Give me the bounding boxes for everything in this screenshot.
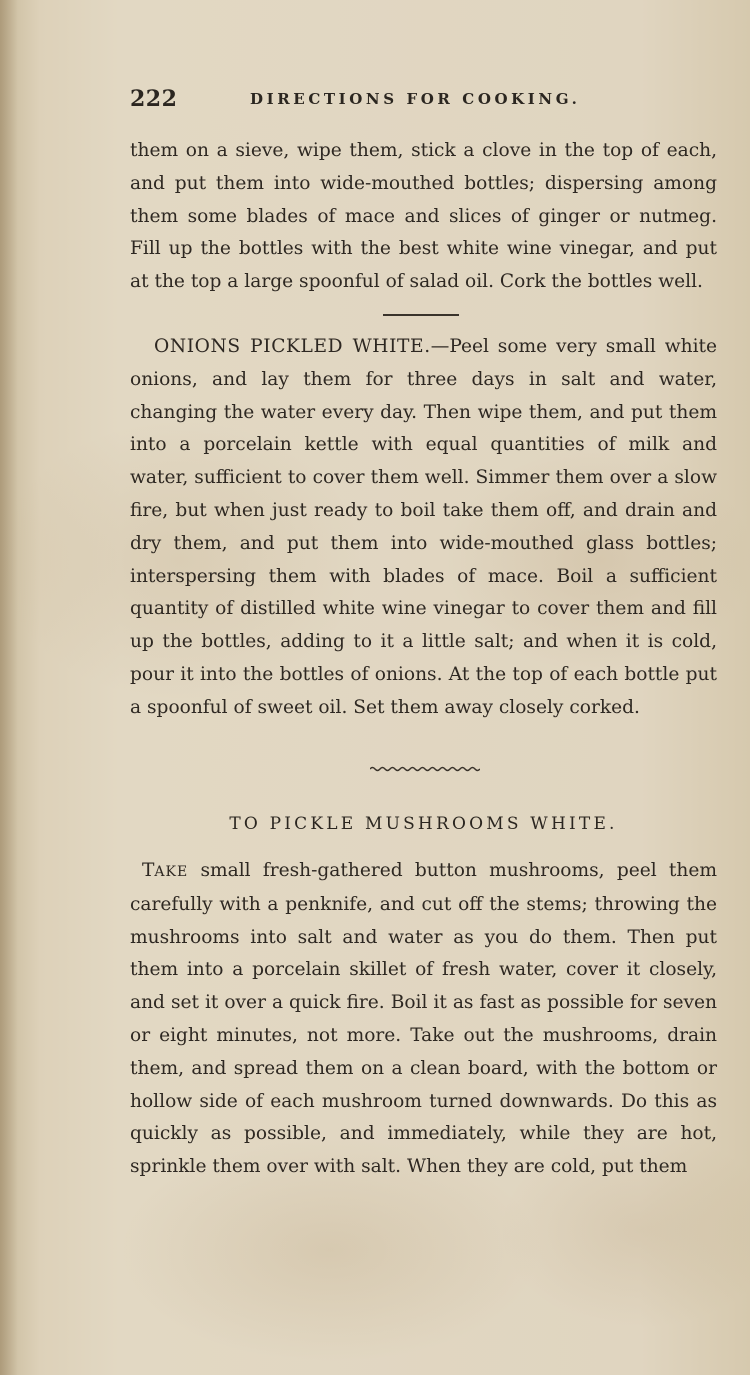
- paragraph-continuation: them on a sieve, wipe them, stick a clove in the top of each, and put them into wide-mouthed bottles; dispersing among them some blades of mace and slices of ginger or nutmeg. Fill up the bottles with the best white wine vinegar, and put at the top a large spoonful of salad oil. Cork the bottles well.: [130, 140, 717, 293]
- recipe-text-onions: —Peel some very small white onions, and lay them for three days in salt and water, changing the water every day. Then wipe them, and put them into a porcelain kettle with equal quantities of milk and water, sufficient to cover them well. Simmer them over a slow fire, but when just ready to boil take them off, and drain and dry them, and put them into wide-mouthed glass bottles; interspersing them with blades of mace. Boil a sufficient quantity of distilled white wine vinegar to cover them and fill up the bottles, adding to it a little salt; and when it is cold, pour it into the bottles of onions. At the top of each bottle put a spoonful of sweet oil. Set them away closely corked.: [130, 336, 718, 718]
- running-head: DIRECTIONS FOR COOKING.: [250, 90, 581, 108]
- wavy-divider-rule: [370, 764, 480, 774]
- initial-word-smallcaps: AKE: [154, 864, 189, 880]
- page-number: 222: [130, 86, 178, 112]
- paragraph-mushrooms: [130, 855, 717, 1184]
- page-header: [130, 86, 600, 118]
- page-edge-shadow: [0, 0, 18, 1375]
- section-divider-rule: [383, 314, 459, 316]
- paragraph-onions-pickled-white: [130, 331, 717, 725]
- recipe-text-mushrooms: small fresh-gathered button mushrooms, peel them carefully with a penknife, and cut off the stems; throwing the mushrooms into salt and water as you do them. Then put them into a porcelain skillet of fresh water, cover it closely, and set it over a quick fire. Boil it as fast as possible for seven or eight minutes, not more. Take out the mushrooms, drain them, and spread them on a clean board, with the bottom or hollow side of each mushroom turned downwards. Do this as quickly as possible, and immediately, while they are hot, sprinkle them over with salt. When they are cold, put them: [130, 860, 717, 1178]
- drop-initial: T: [142, 860, 155, 881]
- recipe-heading-onions: ONIONS PICKLED WHITE.: [154, 336, 431, 357]
- section-title: TO PICKLE MUSHROOMS WHITE.: [229, 814, 618, 834]
